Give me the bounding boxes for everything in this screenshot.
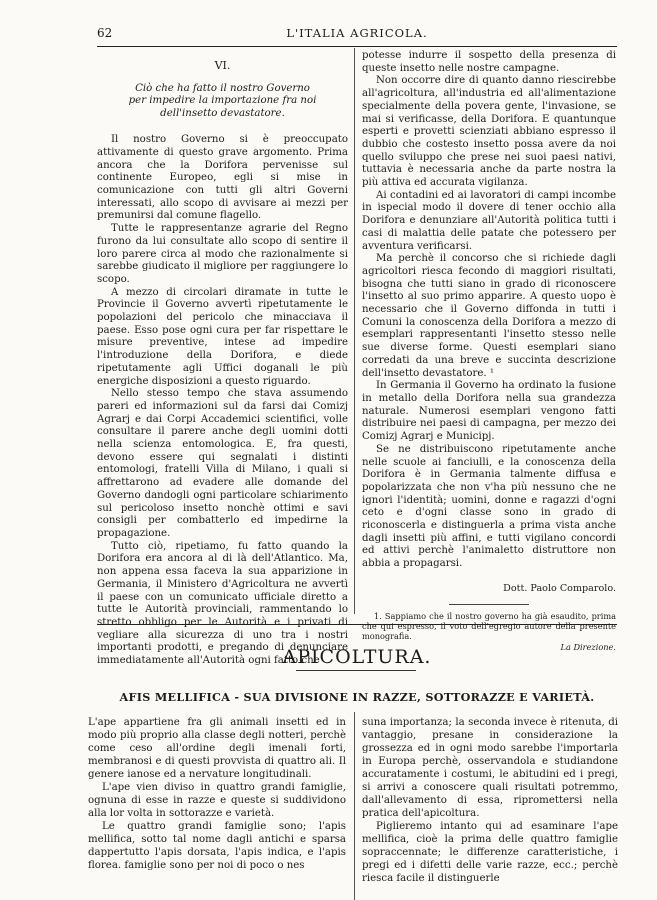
running-title: L'ITALIA AGRICOLA. — [286, 26, 428, 40]
article-title-line: per impedire la importazione fra noi — [128, 95, 317, 107]
heading-underline — [296, 670, 416, 671]
paragraph: A mezzo di circolari diramate in tutte le Provincie il Governo avvertì ripetutamente le popolazioni del pericolo che minacciava il paese. Esso pose ogni cura per far rispettare le misure preventive, intese ad impedire l'introduzione della Dorifora, e diede ripetutamente agli Uffici doganali le più energiche disposizioni a questo riguardo. — [97, 286, 348, 387]
paragraph: Nello stesso tempo che stava assumendo pareri ed informazioni sul da farsi dai Comizj Agrarj e dai Corpi Accademici scientifici, volle consultare il parere anche degli uomini dotti nella scienza entomologica. E, fra questi, devono essere qui segnalati i distinti entomologi, fratelli Villa di Milano, i quali si affrettarono ad evadere alle domande del Governo dandogli ogni particolare schiarimento sul pericoloso insetto nonchè ottimi e savi consigli per combatterlo ed impedirne la propagazione. — [97, 388, 348, 539]
apicoltura-left-column — [88, 716, 346, 872]
page-number: 62 — [97, 26, 113, 40]
section-subheading: AFIS MELLIFICA - SUA DIVISIONE IN RAZZE, SOTTORAZZE E VARIETÀ. — [119, 690, 595, 704]
footnote-signature: La Direzione. — [560, 641, 616, 652]
paragraph: Le quattro grandi famiglie sono; l'apis mellifica, sotto tal nome dagli antichi e sparsa dappertutto l'apis dorsata, l'apis indica, e l'apis florea. famiglie sono per noi di poco o nes — [88, 821, 346, 871]
paragraph: Tutto ciò, ripetiamo, fu fatto quando la Dorifora era ancora al di là dell'Atlantico. Ma, non appena essa faceva la sua apparizione in Germania, il Ministero d'Agricoltura ne avvertì il paese con un comunicato ufficiale diretto a tutte le Autorità provinciali, rammentando lo stretto obbligo per le Autorità e i privati di vegliare alla sicurezza di uno tra i nostri importanti prodotti, e pregando di denunciare immediatamente all'Autorità ogni fatto che — [97, 540, 348, 667]
column-divider — [354, 48, 355, 614]
paragraph: suna importanza; la seconda invece è ritenuta, di vantaggio, presane in considerazione la grossezza ed in ogni modo sarebbe l'importarla in Europa perchè, osservandola e studiandone accuratamente i costumi, le abitudini ed i pregi, si arrivi a conoscere quali risultati potremmo, dall'allevamento di essa, ripromettersi nella pratica dell'apicoltura. — [362, 717, 618, 819]
section-rule — [97, 624, 617, 625]
article-title-line: dell'insetto devastatore. — [160, 107, 285, 119]
paragraph: L'ape vien diviso in quattro grandi famiglie, ognuna di esse in razze e queste si suddividono alla lor volta in sottorazze e varietà. — [88, 782, 346, 819]
paragraph: Non occorre dire di quanto danno riescirebbe all'agricoltura, all'industria ed all'alimentazione specialmente della povera gente, l'invasione, se mai si verificasse, della Dorifora. E quantunque esperti e provetti scienziati abbiano espresso il dubbio che costesto insetto possa avere da noi quello sviluppo che prese nei suoi paesi nativi, tuttavia è necessaria anche da parte nostra la più attiva ed accurata vigilanza. — [362, 75, 616, 189]
author-signature: Dott. Paolo Comparolo. — [503, 582, 616, 594]
paragraph: In Germania il Governo ha ordinato la fusione in metallo della Dorifora nella sua grandezza naturale. Numerosi esemplari vengono fatti distribuire nei paesi di campagna, per mezzo dei Comizj Agrarj e Municipj. — [362, 380, 616, 443]
paragraph: Piglieremo intanto qui ad esaminare l'ape mellifica, cioè la prima delle quattro famiglie sopraccennate; le differenze caratteristiche, i pregi ed i difetti delle varie razze, ecc.; perchè riesca facile il distinguerle — [362, 821, 618, 884]
header-rule — [97, 46, 617, 47]
paragraph: Ai contadini ed ai lavoratori di campi incombe in ispecial modo il dovere di tener occhio alla Dorifora e denunziare all'Autorità politica tutti i casi di malattia delle patate che potessero per avventura verificarsi. — [362, 189, 616, 252]
footnote-rule — [449, 604, 529, 605]
column-divider — [354, 712, 355, 900]
footnote: 1. Sappiamo che il nostro governo ha già esaudito, prima che qui espresso, il voto dell'egregio autore della presente monografia. — [362, 610, 616, 641]
paragraph: Ma perchè il concorso che si richiede dagli agricoltori riesca fecondo di maggiori risultati, bisogna che tutti siano in grado di riconoscere l'insetto al suo primo apparire. A questo uopo è necessario che il Governo diffonda in tutti i Comuni la conoscenza della Dorifora a mezzo di esemplari rappresentanti l'insetto stesso nelle sue diverse forme. Questi esemplari siano corredati da una breve e succinta descrizione dell'insetto devastatore. ¹ — [362, 253, 616, 379]
paragraph: potesse indurre il sospetto della presenza di queste insetto nelle nostre campagne. — [362, 50, 616, 74]
page-header — [97, 26, 617, 42]
article-title — [97, 83, 348, 121]
article-title-line: Ciò che ha fatto il nostro Governo — [135, 82, 310, 94]
paragraph: Il nostro Governo si è preoccupato attivamente di questo grave argomento. Prima ancora che la Dorifora pervenisse sul continente Europeo, egli si mise in comunicazione con tutti gli altri Governi interessati, allo scopo di avvisare ai mezzi per premunirsi dal comune flagello. — [97, 134, 348, 222]
paragraph: L'ape appartiene fra gli animali insetti ed in modo più proprio alla classe degli notteri, perchè come ceso all'ordine degli imenali forti, membranosi e di questi provvista di quattro ali. Il genere ianose ed a nervature longitudinali. — [88, 717, 346, 780]
apicoltura-right-column — [362, 716, 618, 885]
section-number: VI. — [214, 59, 231, 72]
paragraph: Tutte le rappresentanze agrarie del Regno furono da lui consultate allo scopo di sentire il loro parere circa al modo che razionalmente si sarebbe giudicato il migliore per raggiungere lo scopo. — [97, 223, 348, 285]
section-heading: APICOLTURA. — [282, 646, 432, 668]
paragraph: Se ne distribuiscono ripetutamente anche nelle scuole ai fanciulli, e la conoscenza della Dorifora è in Germania talmente diffusa e popolarizzata che non v'ha più nessuno che ne ignori l'identità; uomini, donne e ragazzi d'ogni ceto e d'ogni classe sono in grado di riconoscerla e distinguerla a prima vista anche dagli insetti più affini, e tutti vigilano concordi ed attivi perchè l'animaletto distruttore non abbia a propagarsi. — [362, 443, 616, 570]
article-right-column — [362, 50, 616, 653]
article-left-column — [97, 60, 348, 668]
